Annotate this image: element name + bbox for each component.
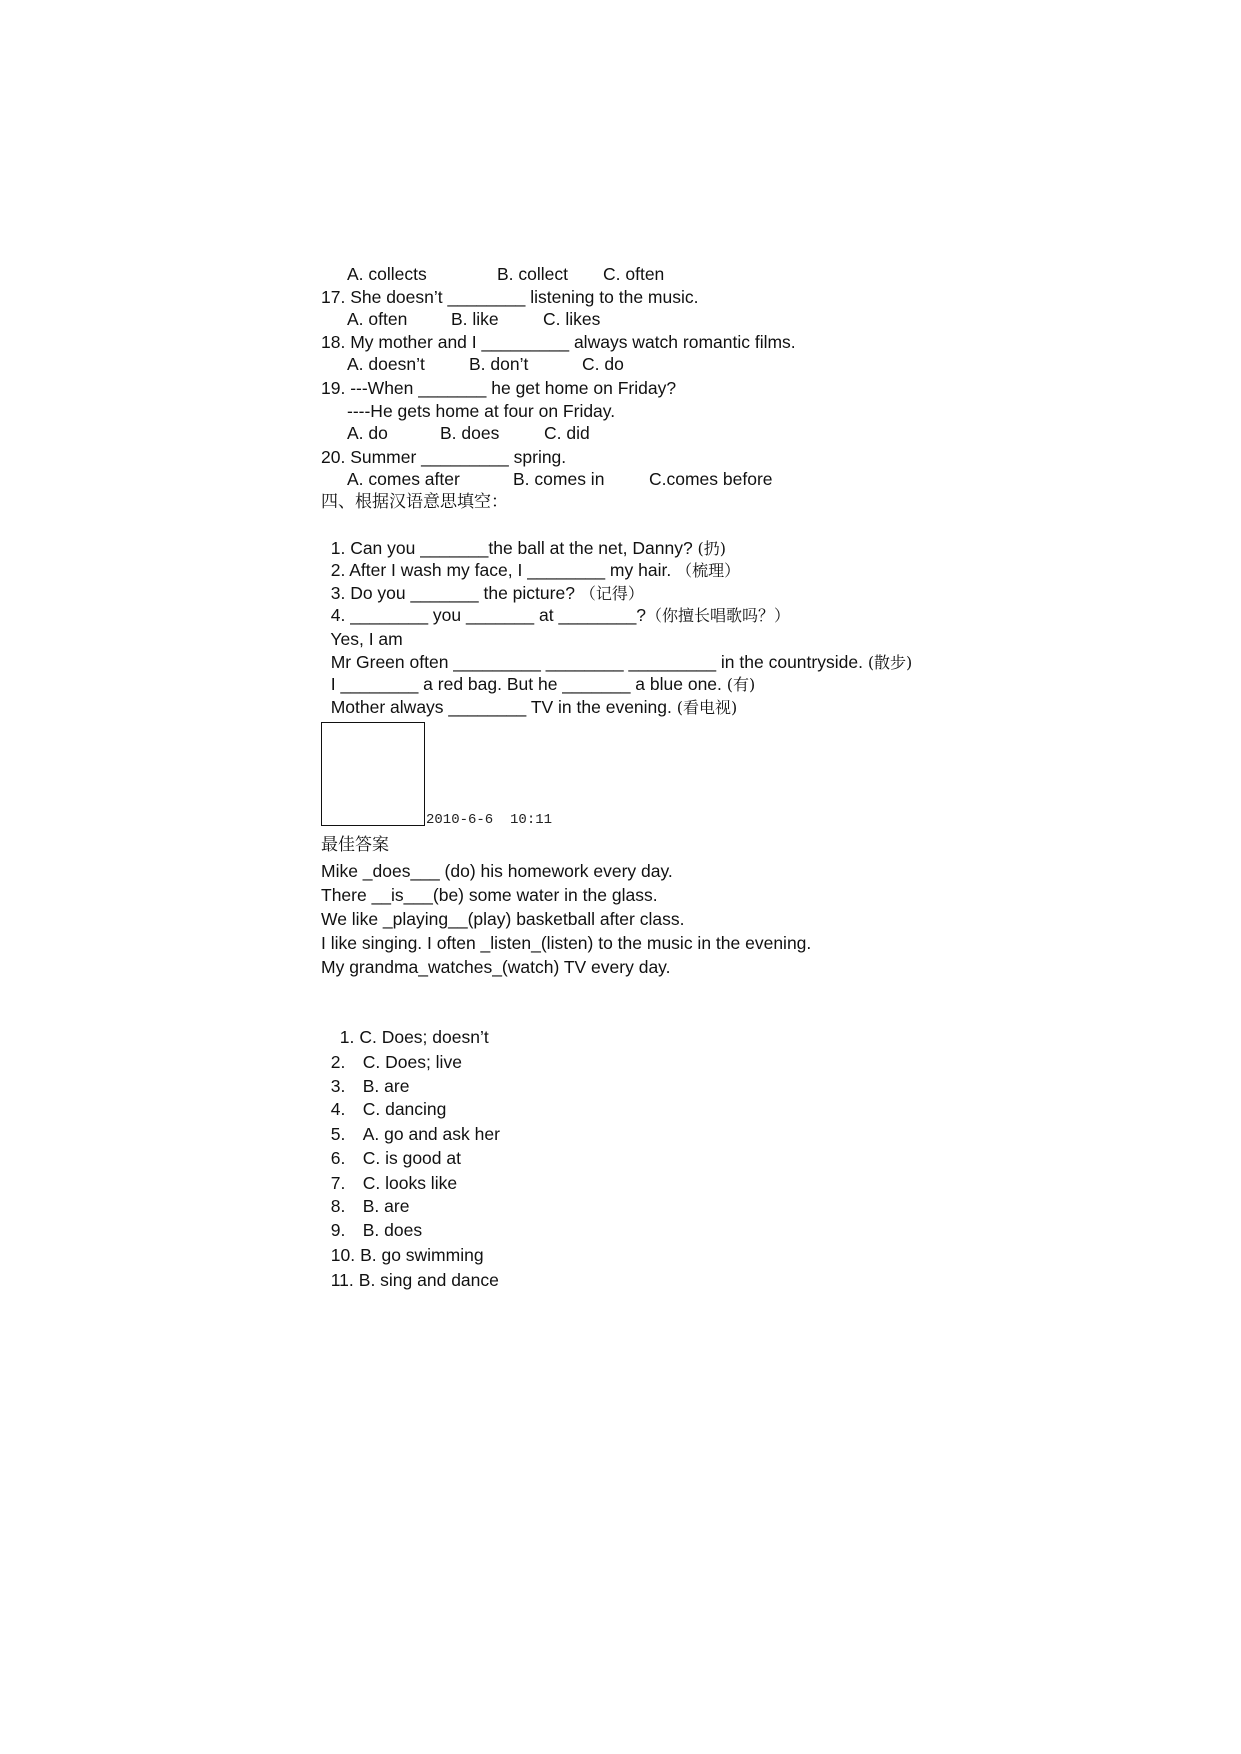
chinese-hint: (看电视) — [676, 698, 738, 717]
answer-text: B. are — [362, 1196, 410, 1216]
section-4-item-1 — [321, 515, 727, 558]
fill-in-answer-4: I like singing. I often _listen_(listen) to the music in the evening. — [321, 933, 812, 953]
choice-answer-4 — [321, 1076, 447, 1119]
q19-option-a: A. do — [347, 423, 388, 443]
chinese-hint: (散步) — [867, 653, 913, 672]
q16-option-a: A. collects — [347, 264, 427, 284]
answer-text: B. go swimming — [360, 1245, 484, 1265]
answer-text: C. dancing — [362, 1099, 447, 1119]
item-text: I ________ a red bag. But he _______ a blue one. — [330, 674, 727, 694]
chinese-hint: (扔) — [697, 539, 727, 558]
choice-answer-7 — [321, 1150, 458, 1193]
q16-option-c: C. often — [603, 264, 665, 284]
item-text: Mother always ________ TV in the evening. — [330, 697, 677, 717]
q18-option-b: B. don’t — [469, 354, 529, 374]
item-text: Mr Green often _________ ________ _________ in the countryside. — [330, 652, 868, 672]
avatar-placeholder — [321, 722, 425, 826]
section-4-heading: 四、根据汉语意思填空： — [321, 492, 508, 512]
q17-option-b: B. like — [451, 309, 499, 329]
section-4-item-have — [321, 651, 756, 694]
answer-number: 2. — [330, 1052, 346, 1072]
q20-stem: 20. Summer _________ spring. — [321, 447, 567, 467]
section-4-item-3 — [321, 560, 644, 603]
chinese-hint: （记得） — [579, 584, 644, 603]
answer-text: C. Does; live — [362, 1052, 462, 1072]
answer-number: 7. — [330, 1173, 346, 1193]
answer-text: C. Does; doesn’t — [359, 1027, 489, 1047]
choice-answer-5 — [321, 1101, 500, 1144]
choice-answer-2 — [321, 1029, 462, 1072]
answer-text: A. go and ask her — [362, 1124, 500, 1144]
answer-text: B. sing and dance — [358, 1270, 499, 1290]
answer-number: 9. — [330, 1220, 346, 1240]
q20-option-c: C.comes before — [649, 469, 773, 489]
answer-number: 5. — [330, 1124, 346, 1144]
q20-option-a: A. comes after — [347, 469, 460, 489]
q17-option-c: C. likes — [543, 309, 601, 329]
choice-answer-9 — [321, 1197, 423, 1240]
item-text: 2. After I wash my face, I ________ my hair. — [330, 560, 677, 580]
answer-number: 1. — [339, 1027, 355, 1047]
chinese-hint: （梳理） — [676, 561, 741, 580]
fill-in-answer-2: There __is___(be) some water in the glass. — [321, 885, 658, 905]
answer-number: 4. — [330, 1099, 346, 1119]
q19-option-c: C. did — [544, 423, 590, 443]
q18-stem: 18. My mother and I _________ always watch romantic films. — [321, 332, 796, 352]
item-text: 1. Can you _______the ball at the net, Danny? — [330, 538, 698, 558]
answer-text: C. is good at — [362, 1148, 461, 1168]
q18-option-a: A. doesn’t — [347, 354, 425, 374]
choice-answer-3 — [321, 1053, 410, 1096]
answer-number: 6. — [330, 1148, 346, 1168]
fill-in-answer-3: We like _playing__(play) basketball after class. — [321, 909, 685, 929]
item-text: 3. Do you _______ the picture? — [330, 583, 580, 603]
answer-text: C. looks like — [362, 1173, 458, 1193]
choice-answer-10 — [321, 1222, 484, 1265]
q19-stem: 19. ---When _______ he get home on Friday? — [321, 378, 677, 398]
choice-answer-11 — [321, 1247, 499, 1290]
answer-number: 8. — [330, 1196, 346, 1216]
q17-stem: 17. She doesn’t ________ listening to the music. — [321, 287, 699, 307]
q20-option-b: B. comes in — [513, 469, 605, 489]
section-4-item-walk — [321, 629, 913, 672]
choice-answer-1 — [330, 1004, 489, 1047]
answer-number: 11. — [330, 1270, 354, 1290]
answer-text: B. are — [362, 1076, 410, 1096]
item-text: 4. ________ you _______ at ________? — [330, 605, 647, 625]
fill-in-answer-5: My grandma_watches_(watch) TV every day. — [321, 957, 671, 977]
answer-text: B. does — [362, 1220, 423, 1240]
chinese-hint: (有) — [726, 675, 756, 694]
section-4-reply — [321, 606, 403, 649]
section-4-item-4 — [321, 582, 791, 625]
q17-option-a: A. often — [347, 309, 408, 329]
q19-reply: ----He gets home at four on Friday. — [347, 401, 616, 421]
chinese-hint: （你擅长唱歌吗？） — [646, 606, 791, 625]
q16-option-b: B. collect — [497, 264, 568, 284]
q19-option-b: B. does — [440, 423, 500, 443]
post-timestamp: 2010-6-6 10:11 — [426, 812, 553, 828]
answer-number: 10. — [330, 1245, 356, 1265]
section-4-item-watch-tv — [321, 674, 738, 717]
answer-number: 3. — [330, 1076, 346, 1096]
choice-answer-6 — [321, 1125, 461, 1168]
fill-in-answer-1: Mike _does___ (do) his homework every day. — [321, 861, 673, 881]
item-text: Yes, I am — [330, 629, 403, 649]
q18-option-c: C. do — [582, 354, 624, 374]
best-answer-label: 最佳答案 — [321, 835, 389, 855]
section-4-item-2 — [321, 537, 741, 580]
